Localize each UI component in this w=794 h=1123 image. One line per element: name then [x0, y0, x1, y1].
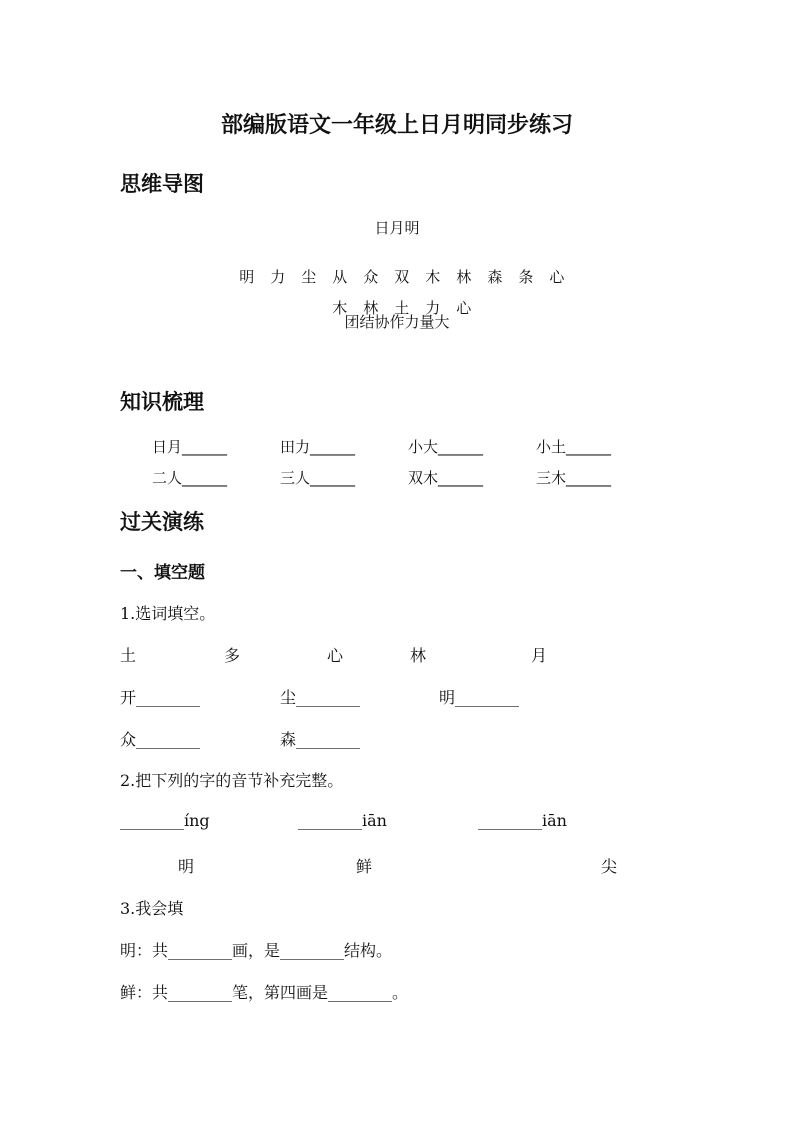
knowledge-item: 日月______: [152, 438, 228, 456]
mindmap-char: 林: [363, 299, 379, 317]
mindmap-char: 条: [518, 268, 534, 286]
practice-heading: 过关演练: [120, 510, 204, 534]
knowledge-item: 小土______: [536, 438, 612, 456]
knowledge-item: 三人______: [280, 469, 356, 487]
q2-pinyin-blank[interactable]: ________íng: [120, 811, 210, 830]
q3-line-1[interactable]: 明：共________画，是________结构。: [120, 941, 393, 960]
q1-blank[interactable]: 森________: [280, 730, 361, 749]
q2-pinyin-blank[interactable]: ________iān: [298, 811, 387, 830]
mindmap-char: 森: [487, 268, 503, 286]
mindmap-char: 众: [363, 268, 379, 286]
q1-option: 月: [531, 646, 548, 665]
knowledge-item: 小大______: [408, 438, 484, 456]
q2-char: 明: [178, 857, 195, 876]
question-2-stem: 2.把下列的字的音节补充完整。: [120, 771, 344, 790]
q1-blank[interactable]: 尘________: [280, 688, 361, 707]
q2-char: 鲜: [356, 857, 373, 876]
knowledge-heading: 知识梳理: [120, 390, 204, 414]
mindmap-char: 土: [394, 299, 410, 317]
mindmap-char: 林: [456, 268, 472, 286]
q1-option: 多: [224, 646, 241, 665]
q3-line-2[interactable]: 鲜：共________笔，第四画是________。: [120, 983, 409, 1002]
q2-pinyin-blank[interactable]: ________iān: [478, 811, 567, 830]
mindmap-char: 木: [332, 299, 348, 317]
question-3-stem: 3.我会填: [120, 899, 184, 918]
q1-option: 林: [410, 646, 427, 665]
knowledge-item: 三木______: [536, 469, 612, 487]
mindmap-char: 心: [456, 299, 472, 317]
mindmap-char: 明: [239, 268, 255, 286]
q2-char: 尖: [601, 857, 618, 876]
mindmap-summary: 团结协作力量大: [344, 313, 450, 331]
knowledge-item: 双木______: [408, 469, 484, 487]
mindmap-char: 力: [270, 268, 286, 286]
mindmap-char: 尘: [301, 268, 317, 286]
q1-blank[interactable]: 众________: [120, 730, 201, 749]
q1-option: 土: [120, 646, 137, 665]
mindmap-char: 心: [549, 268, 565, 286]
q1-blank[interactable]: 明________: [439, 688, 520, 707]
knowledge-item: 二人______: [152, 469, 228, 487]
q1-option: 心: [327, 646, 344, 665]
mindmap-heading: 思维导图: [120, 172, 204, 196]
page-title: 部编版语文一年级上日月明同步练习: [220, 113, 573, 138]
section-heading: 一、填空题: [120, 563, 205, 583]
mindmap-root: 日月明: [374, 219, 420, 237]
q1-blank[interactable]: 开________: [120, 688, 201, 707]
mindmap-char: 从: [332, 268, 348, 286]
mindmap-char: 力: [425, 299, 441, 317]
mindmap-char: 双: [394, 268, 410, 286]
mindmap-char: 木: [425, 268, 441, 286]
question-1-stem: 1.选词填空。: [120, 604, 216, 623]
knowledge-item: 田力______: [280, 438, 356, 456]
